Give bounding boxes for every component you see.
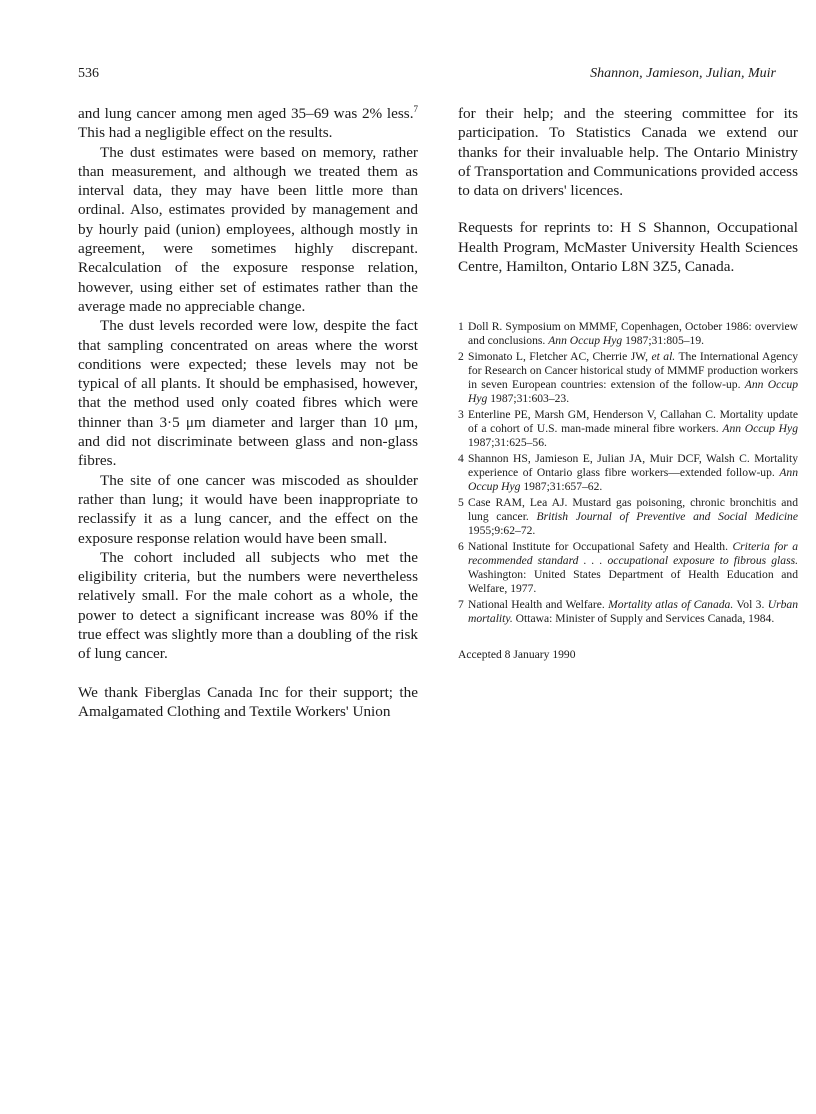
reference-item: 1 Doll R. Symposium on MMMF, Copenhagen, October 1986: overview and conclusions. Ann Occup Hyg 1987;31:805–19. [458, 320, 798, 348]
paragraph-dust-levels: The dust levels recorded were low, despite the fact that sampling concentrated on areas where the worst conditions were expected; these levels may not be typical of all plants. It should be emphasised, however, that the method used only coated fibres which were thinner than 3·5 μm diameter and larger than 10 μm, and did not discriminate between glass and non-glass fibres. [78, 317, 418, 470]
reference-item: 7 National Health and Welfare. Mortality atlas of Canada. Vol 3. Urban mortality. Ottawa: Minister of Supply and Services Canada, 1984. [458, 598, 799, 626]
running-authors: Shannon, Jamieson, Julian, Muir [590, 66, 776, 81]
acknowledgements-continued: for their help; and the steering committee for its participation. To Statistics Canada we extend our thanks for their invaluable help. The Ontario Ministry of Transportation and Communications provided access to data on drivers' licences. [458, 105, 798, 200]
page-header [78, 66, 776, 86]
paragraph-dust-estimates: The dust estimates were based on memory, rather than measurement, and although we treated them as interval data, they may have been little more than ordinal. Also, estimates provided by management and by hourly paid (union) employees, although mostly in agreement, were sometimes highly discrepant. Recalculation of the exposure response relation, however, using either set of estimates rather than the average made no appreciable change. [78, 143, 418, 315]
reference-item: 3 Enterline PE, Marsh GM, Henderson V, Callahan C. Mortality update of a cohort of U.S. man-made mineral fibre workers. Ann Occup Hyg 1987;31:625–56. [458, 408, 798, 450]
acknowledgements: We thank Fiberglas Canada Inc for their support; the Amalgamated Clothing and Textile Workers' Union [78, 683, 418, 720]
paragraph-miscoded-site: The site of one cancer was miscoded as shoulder rather than lung; it would have been inappropriate to reclassify it as a lung cancer, and the effect on the exposure response relation would have been small. [78, 471, 418, 547]
reprint-requests: Requests for reprints to: H S Shannon, Occupational Health Program, McMaster University Health Sciences Centre, Hamilton, Ontario L8N 3Z5, Canada. [458, 219, 798, 276]
right-column [458, 104, 798, 662]
left-column [78, 104, 418, 721]
reference-list [458, 320, 798, 626]
reference-item: 6 National Institute for Occupational Safety and Health. Criteria for a recommended standard . . . occupational exposure to fibrous glass. Washington: United States Department of Health Education and Welfare, 1977. [458, 540, 798, 596]
reference-item: 5 Case RAM, Lea AJ. Mustard gas poisoning, chronic bronchitis and lung cancer. British Journal of Preventive and Social Medicine 1955;9:62–72. [458, 496, 798, 538]
page-number: 536 [78, 66, 99, 81]
paragraph-cohort: The cohort included all subjects who met the eligibility criteria, but the numbers were nevertheless relatively small. For the male cohort as a whole, the power to detect a significant increase was 80% if the true effect was slightly more than a doubling of the risk of lung cancer. [78, 548, 418, 663]
reference-item: 2 Simonato L, Fletcher AC, Cherrie JW, et al. The International Agency for Research on Cancer historical study of MMMF production workers in seven European countries: extension of the follow-up. Ann Occup Hyg 1987;31:603–23. [458, 350, 799, 406]
citation-superscript: 7 [413, 103, 418, 114]
reference-item: 4 Shannon HS, Jamieson E, Julian JA, Muir DCF, Walsh C. Mortality experience of Ontario glass fibre workers—extended follow-up. Ann Occup Hyg 1987;31:657–62. [458, 452, 798, 494]
paragraph-1: and lung cancer among men aged 35–69 was 2% less.$^7$ This had a negligible effect on the results. [78, 103, 418, 142]
accepted-date: Accepted 8 January 1990 [458, 648, 576, 662]
